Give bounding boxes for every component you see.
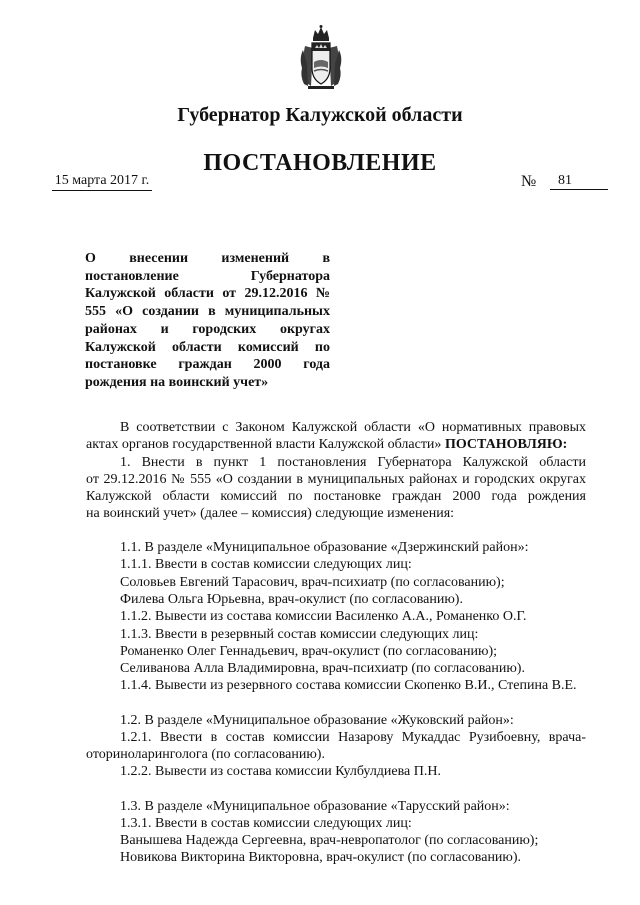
item-1-2-1-line-1: 1.2.1. Ввести в состав комиссии Назарову Мукаддас Рузибоевну, врача- xyxy=(120,730,586,745)
number-sign: № xyxy=(521,173,537,190)
item-1-1-3: 1.1.3. Ввести в резервный состав комиссии следующих лиц: xyxy=(120,627,479,642)
item-1-3-1-person-2: Новикова Викторина Викторовна, врач-окулист (по согласованию). xyxy=(120,850,522,865)
item-1-1-3-person-2: Селиванова Алла Владимировна, врач-психиатр (по согласованию). xyxy=(120,661,525,676)
item-1-3-1-person-1: Ванышева Надежда Сергеевна, врач-невропатолог (по согласованию); xyxy=(120,833,539,848)
document-subject: О внесении изменений в постановление Губернатора Калужской области от 29.12.2016 № 555 «О создании в муниципальных районах и городских округах Калужской области комиссий по постановке граждан 2000 года рождения на воинский учет» xyxy=(85,251,330,390)
item-1-1-3-person-1: Романенко Олег Геннадьевич, врач-окулист (по согласованию); xyxy=(120,644,498,659)
item-1-1-4: 1.1.4. Вывести из резервного состава комиссии Скопенко В.И., Степина В.Е. xyxy=(120,678,577,693)
paragraph-1-line-2: от 29.12.2016 № 555 «О создании в муниципальных районах и городских округах xyxy=(86,472,586,487)
paragraph-1-line-1: 1. Внести в пункт 1 постановления Губернатора Калужской области xyxy=(120,455,586,470)
item-1-1-1-person-1: Соловьев Евгений Тарасович, врач-психиатр (по согласованию); xyxy=(120,575,505,590)
section-1-3: 1.3. В разделе «Муниципальное образование «Тарусский район»: xyxy=(120,799,510,814)
item-1-1-2: 1.1.2. Вывести из состава комиссии Василенко А.А., Романенко О.Г. xyxy=(120,609,527,624)
section-1-2: 1.2. В разделе «Муниципальное образование «Жуковский район»: xyxy=(120,713,514,728)
item-1-1-1: 1.1.1. Ввести в состав комиссии следующих лиц: xyxy=(120,557,412,572)
paragraph-1-line-3: Калужской области комиссий по постановке граждан 2000 года рождения xyxy=(86,489,586,504)
document-date: 15 марта 2017 г. xyxy=(52,173,152,191)
preamble-line-1: В соответствии с Законом Калужской области «О нормативных правовых xyxy=(120,420,586,435)
section-1-1: 1.1. В разделе «Муниципальное образование «Дзержинский район»: xyxy=(120,540,529,555)
coat-of-arms-emblem xyxy=(299,24,343,90)
item-1-2-2: 1.2.2. Вывести из состава комиссии Кулбулдиева П.Н. xyxy=(120,764,441,779)
item-1-2-1-line-2: оториноларинголога (по согласованию). xyxy=(86,747,325,762)
document-number: 81 xyxy=(550,173,608,190)
item-1-3-1: 1.3.1. Ввести в состав комиссии следующих лиц: xyxy=(120,816,412,831)
resolve-keyword: ПОСТАНОВЛЯЮ: xyxy=(441,437,568,452)
preamble-text: актах органов государственной власти Калужской области» xyxy=(86,437,442,452)
item-1-1-1-person-2: Филева Ольга Юрьевна, врач-окулист (по согласованию). xyxy=(120,592,463,607)
preamble-line-2 xyxy=(86,436,586,453)
paragraph-1-line-4: на воинский учет» (далее – комиссия) следующие изменения: xyxy=(86,506,455,521)
issuer-title: Губернатор Калужской области xyxy=(177,104,463,126)
document-type-heading: ПОСТАНОВЛЕНИЕ xyxy=(203,150,437,176)
